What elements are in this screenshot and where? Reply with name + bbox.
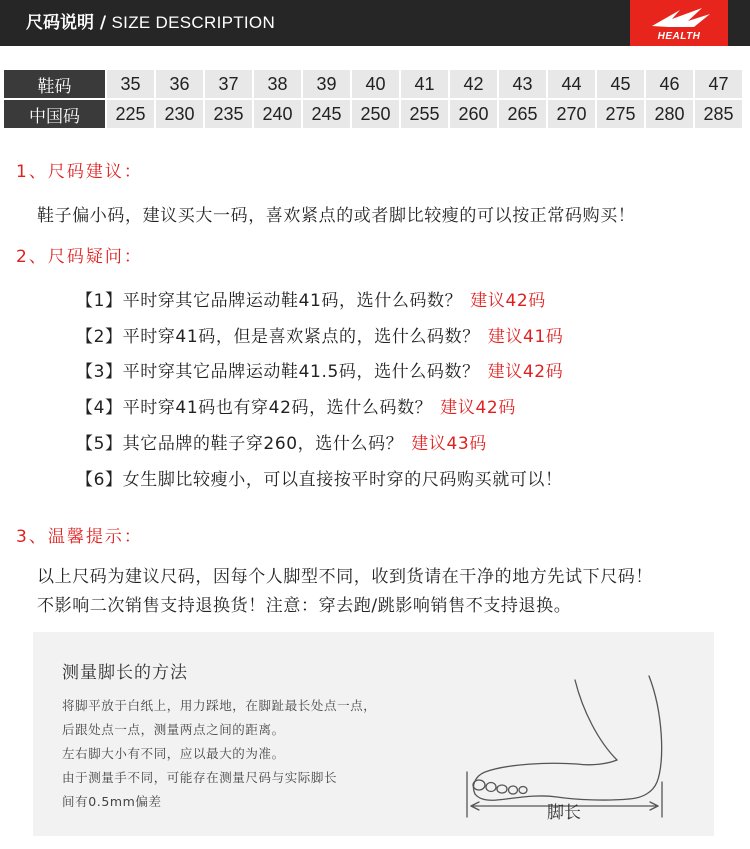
size-cell: 280 [646,100,693,128]
size-cell: 46 [646,70,693,98]
section3-title: 3、温馨提示： [16,527,143,547]
brand-logo [630,0,728,46]
faq-answer: 建议42码 [487,362,564,382]
faq-question: 【6】女生脚比较瘦小，可以直接按平时穿的尺码购买就可以！ [76,470,563,490]
page-title [26,0,275,46]
row-label: 中国码 [4,100,105,128]
faq-item [76,429,487,454]
row-label: 鞋码 [4,70,105,98]
header-bar [0,0,750,46]
size-cell: 235 [205,100,252,128]
faq-question: 【5】其它品牌的鞋子穿260，选什么码？ [76,434,404,454]
size-cell: 39 [303,70,350,98]
faq-answer: 建议42码 [440,398,516,418]
size-cell: 45 [597,70,644,98]
faq-question: 【2】平时穿41码，但是喜欢紧点的，选什么码数？ [76,327,480,347]
title-zh: 尺码说明 / [26,13,107,33]
size-cell: 36 [156,70,203,98]
size-cell: 230 [156,100,203,128]
size-cell: 47 [695,70,742,98]
section1-text: 鞋子偏小码，建议买大一码，喜欢紧点的或者脚比较瘦的可以按正常码购买！ [37,206,636,226]
section2-title: 2、尺码疑问： [16,247,143,267]
size-cell: 225 [107,100,154,128]
foot-diagram-icon [457,672,707,822]
size-cell: 40 [352,70,399,98]
faq-question: 【3】平时穿其它品牌运动鞋41.5码，选什么码数？ [76,362,480,382]
size-cell: 285 [695,100,742,128]
faq-answer: 建议42码 [470,291,546,311]
size-row-china [4,100,742,128]
measure-line: 左右脚大小有不同，应以最大的为准。 [62,746,285,761]
title-en: SIZE DESCRIPTION [111,13,276,32]
faq-answer: 建议43码 [411,434,487,454]
size-cell: 37 [205,70,252,98]
size-cell: 38 [254,70,301,98]
tip-line: 不影响二次销售支持退换货！注意：穿去跑/跳影响销售不支持退换。 [37,596,572,616]
size-cell: 270 [548,100,595,128]
size-cell: 44 [548,70,595,98]
measure-title: 测量脚长的方法 [62,663,188,683]
size-cell: 255 [401,100,448,128]
measure-line: 后跟处点一点，测量两点之间的距离。 [62,722,285,737]
faq-item [76,465,571,490]
size-cell: 265 [499,100,546,128]
faq-question: 【1】平时穿其它品牌运动鞋41码，选什么码数？ [76,291,463,311]
faq-item [76,357,563,382]
measure-line: 间有0.5mm偏差 [62,794,162,809]
size-cell: 240 [254,100,301,128]
section1-title: 1、尺码建议： [16,162,143,182]
faq-item [76,322,564,347]
size-row-shoe [4,70,742,98]
faq-question: 【4】平时穿41码也有穿42码，选什么码数？ [76,398,433,418]
faq-answer: 建议41码 [487,327,564,347]
size-cell: 250 [352,100,399,128]
measure-panel [33,632,714,836]
size-cell: 41 [401,70,448,98]
logo-text: HEALTH [657,31,701,42]
size-cell: 42 [450,70,497,98]
measure-line: 由于测量手不同，可能存在测量尺码与实际脚长 [62,770,338,785]
faq-item [76,393,516,418]
size-table [2,68,744,130]
measure-line: 将脚平放于白纸上，用力踩地，在脚趾最长处点一点， [62,698,377,713]
size-cell: 35 [107,70,154,98]
size-cell: 43 [499,70,546,98]
size-cell: 260 [450,100,497,128]
foot-length-label: 脚长 [547,803,581,823]
size-cell: 275 [597,100,644,128]
tip-line: 以上尺码为建议尺码，因每个人脚型不同，收到货请在干净的地方先试下尺码！ [37,567,653,587]
faq-item [76,286,546,311]
size-cell: 245 [303,100,350,128]
